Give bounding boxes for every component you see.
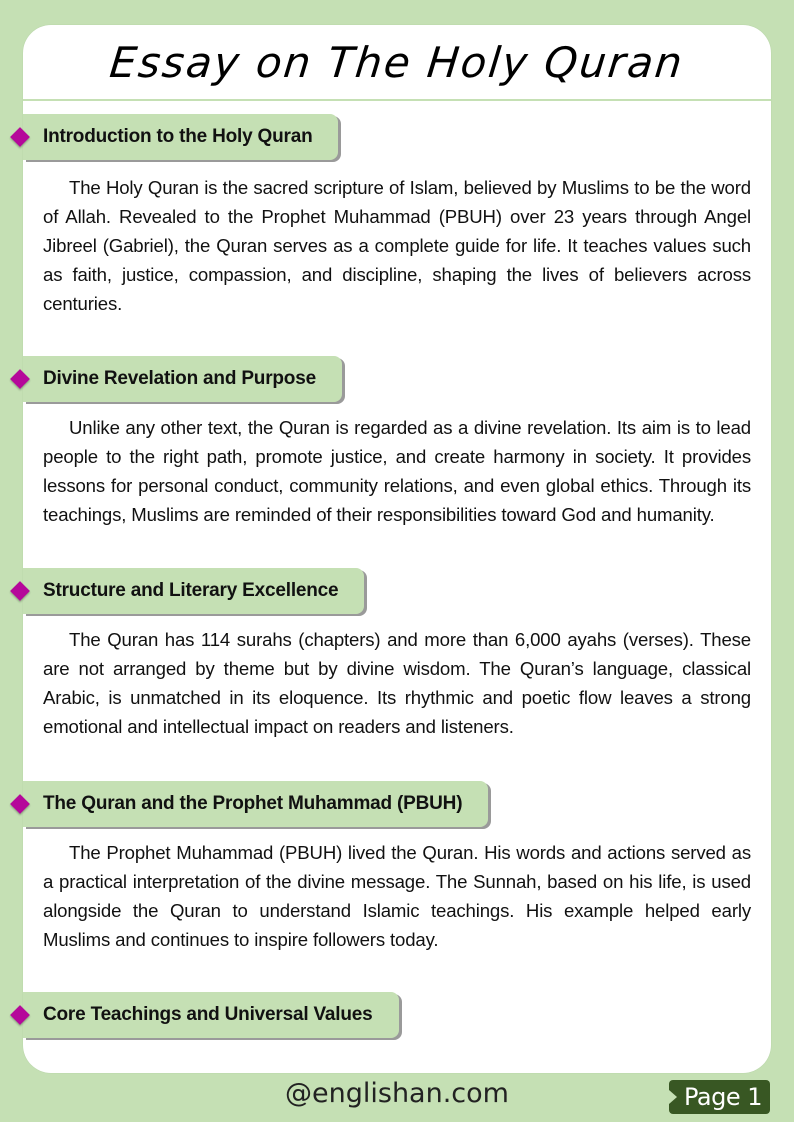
section-heading: Core Teachings and Universal Values	[43, 1004, 373, 1025]
arrow-notch-icon	[669, 1090, 677, 1104]
page-number-badge	[669, 1080, 770, 1114]
section-header-core-teachings	[23, 992, 399, 1038]
section-header-divine-revelation	[23, 356, 342, 402]
section-heading: Structure and Literary Excellence	[43, 580, 339, 601]
page-title: Essay on The Holy Quran	[107, 37, 687, 87]
footer-website: @englishan.com	[285, 1078, 509, 1109]
section-paragraph-divine-revelation: Unlike any other text, the Quran is regarded as a divine revelation. Its aim is to lead people to the right path, promote justice, and create harmony in society. It provides lessons for personal conduct, community relations, and even global ethics. Through its teachings, Muslims are reminded of their responsibilities toward God and humanity.	[43, 417, 751, 525]
diamond-bullet-icon	[10, 127, 30, 147]
diamond-bullet-icon	[10, 794, 30, 814]
title-area	[23, 25, 771, 99]
diamond-bullet-icon	[10, 581, 30, 601]
section-paragraph-introduction: The Holy Quran is the sacred scripture of Islam, believed by Muslims to be the word of Allah. Revealed to the Prophet Muhammad (PBUH) over 23 years through Angel Jibreel (Gabriel), the Quran serves as a complete guide for life. It teaches values such as faith, justice, compassion, and discipline, shaping the lives of believers across centuries.	[43, 177, 751, 314]
section-heading: Divine Revelation and Purpose	[43, 368, 316, 389]
diamond-bullet-icon	[10, 369, 30, 389]
section-header-prophet	[23, 781, 488, 827]
section-paragraph-prophet: The Prophet Muhammad (PBUH) lived the Quran. His words and actions served as a practical interpretation of the divine message. The Sunnah, based on his life, is used alongside the Quran to understand Islamic teachings. His example helped early Muslims and continues to inspire followers today.	[43, 842, 751, 950]
section-header-structure	[23, 568, 364, 614]
page-number-label: Page 1	[684, 1083, 762, 1111]
section-header-introduction	[23, 114, 338, 160]
section-heading: The Quran and the Prophet Muhammad (PBUH)	[43, 793, 463, 814]
section-heading: Introduction to the Holy Quran	[43, 126, 313, 147]
diamond-bullet-icon	[10, 1005, 30, 1025]
title-divider	[23, 99, 771, 101]
section-paragraph-structure: The Quran has 114 surahs (chapters) and more than 6,000 ayahs (verses). These are not arranged by theme but by divine wisdom. The Quran’s language, classical Arabic, is unmatched in its eloquence. Its rhythmic and poetic flow leaves a strong emotional and intellectual impact on readers and listeners.	[43, 629, 751, 737]
